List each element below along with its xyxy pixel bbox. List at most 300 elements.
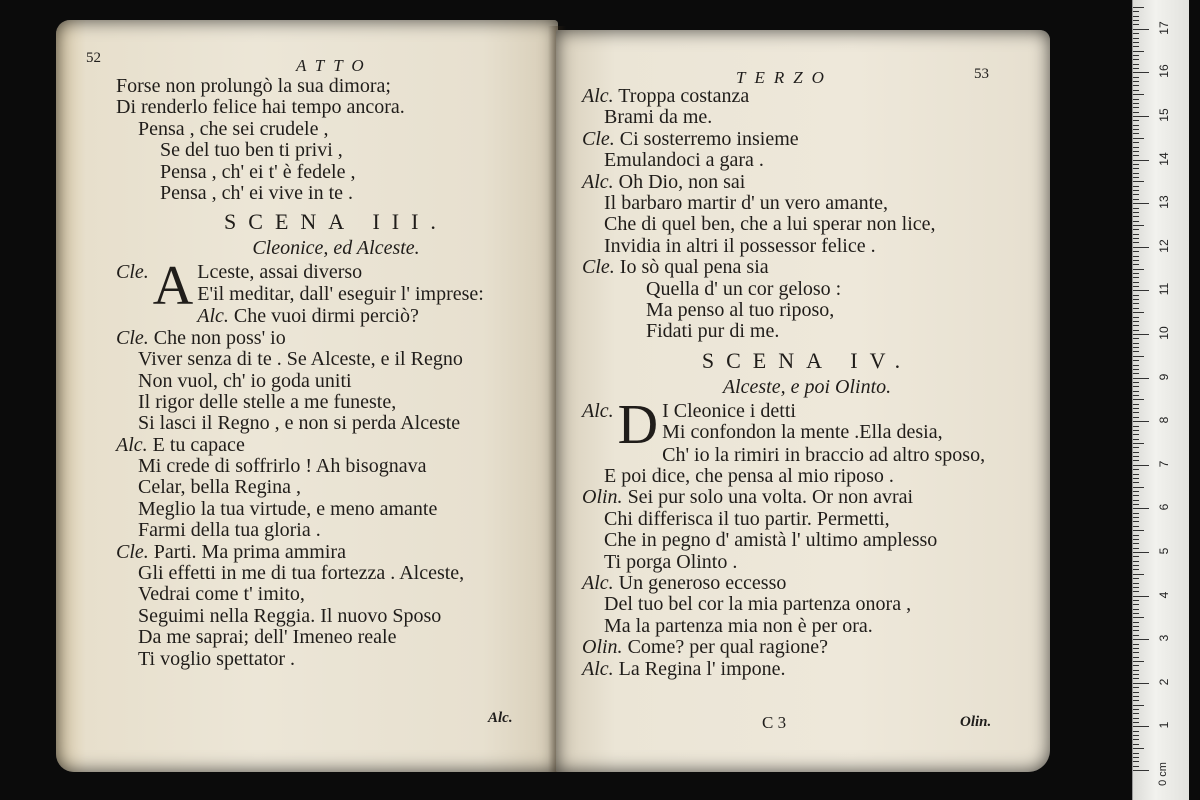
verse-line (582, 107, 1032, 128)
verse-line (116, 328, 556, 349)
speaker-label: Alc. (582, 572, 614, 595)
ruler-tick (1133, 661, 1144, 662)
verse-text: Seguimi nella Reggia. Il nuovo Sposo (138, 604, 442, 627)
ruler-tick (1133, 208, 1139, 209)
ruler-tick (1133, 709, 1139, 710)
verse-text: Emulandoci a gara . (604, 149, 764, 172)
ruler-tick (1133, 574, 1144, 575)
speaker-label: Alc. (116, 433, 148, 456)
ruler-tick (1133, 504, 1139, 505)
verse-text: Da me saprai; dell' Imeneo reale (138, 626, 397, 649)
ruler-tick (1133, 247, 1149, 248)
ruler-tick (1133, 718, 1139, 719)
ruler-tick (1133, 766, 1139, 767)
verse-line (582, 552, 1032, 573)
ruler-number: 17 (1157, 21, 1171, 35)
ruler-tick (1133, 16, 1139, 17)
ruler-tick (1133, 190, 1139, 191)
ruler-tick (1133, 692, 1139, 693)
verse-text: Pensa , che sei crudele , (138, 117, 329, 140)
drop-capital: A (152, 255, 194, 318)
ruler-tick (1133, 347, 1139, 348)
ruler-number: 4 (1157, 591, 1171, 598)
ruler-tick (1133, 391, 1139, 392)
speaker-label: Alc. (582, 170, 614, 193)
verse-text: Se del tuo ben ti privi , (160, 139, 343, 162)
speaker-label: Olin. (582, 486, 623, 509)
verse-line (582, 321, 1032, 342)
ruler-number: 12 (1157, 239, 1171, 253)
ruler-tick (1133, 722, 1139, 723)
ruler-tick (1133, 382, 1139, 383)
ruler-tick (1133, 338, 1139, 339)
ruler-tick (1133, 133, 1139, 134)
ruler-tick (1133, 748, 1144, 749)
verse-text: Lceste, assai diverso (197, 261, 363, 284)
verse-text: Mi confondon la mente .Ella desia, (662, 421, 943, 444)
verse-line (116, 649, 556, 670)
ruler-tick (1133, 373, 1139, 374)
verse-text: Ti voglio spettator . (138, 647, 296, 670)
ruler-tick (1133, 142, 1139, 143)
ruler-tick (1133, 55, 1139, 56)
ruler-tick (1133, 491, 1139, 492)
ruler-number: 8 (1157, 416, 1171, 424)
ruler-tick (1133, 120, 1139, 121)
verse-text: E'il meditar, dall' eseguir l' imprese: (197, 282, 484, 305)
ruler-tick (1133, 539, 1139, 540)
ruler-tick (1133, 452, 1139, 453)
ruler-tick (1133, 194, 1139, 195)
ruler-tick (1133, 513, 1139, 514)
ruler-tick (1133, 404, 1139, 405)
verse-line (582, 172, 1032, 193)
left-page-text (116, 76, 556, 670)
verse-line (582, 616, 1032, 637)
verse-text: E poi dice, che pensa al mio riposo . (604, 465, 894, 488)
left-running-head: ATTO (296, 56, 373, 75)
verse-line (582, 637, 1032, 658)
verse-line (116, 140, 556, 161)
verse-text: Chi differisca il tuo partir. Permetti, (604, 507, 890, 530)
verse-line (582, 509, 1032, 530)
ruler-tick (1133, 648, 1139, 649)
ruler-tick (1133, 51, 1144, 52)
ruler-tick (1133, 295, 1139, 296)
verse-text: Del tuo bel cor la mia partenza onora , (604, 593, 912, 616)
verse-text: Pensa , ch' ei vive in te . (160, 181, 353, 204)
ruler-number: 11 (1157, 283, 1171, 296)
verse-line (116, 349, 556, 370)
speaker-label: Alc. (582, 657, 614, 680)
ruler-tick (1133, 216, 1139, 217)
ruler-tick (1133, 696, 1139, 697)
ruler-tick (1133, 94, 1144, 95)
verse-text: Parti. Ma prima ammira (153, 540, 346, 563)
ruler-tick (1133, 72, 1149, 73)
verse-line (582, 193, 1032, 214)
ruler-tick (1133, 474, 1139, 475)
ruler-tick (1133, 535, 1139, 536)
ruler-tick (1133, 395, 1139, 396)
speaker-label: Cle. (582, 127, 615, 150)
ruler-tick (1133, 635, 1139, 636)
ruler-tick (1133, 421, 1149, 422)
ruler-tick (1133, 38, 1139, 39)
verse-text: Ch' io la rimiri in braccio ad altro sposo, (662, 443, 986, 466)
ruler-tick (1133, 626, 1139, 627)
ruler-tick (1133, 107, 1139, 108)
ruler-tick (1133, 378, 1149, 379)
drop-capital: D (617, 393, 659, 456)
ruler-number: 14 (1157, 151, 1171, 166)
ruler-tick (1133, 744, 1139, 745)
verse-line (116, 413, 556, 434)
verse-line (582, 236, 1032, 257)
ruler-tick (1133, 517, 1139, 518)
speaker-label: Cle. (582, 256, 615, 279)
verse-text: Di renderlo felice hai tempo ancora. (116, 96, 405, 119)
ruler-number: 16 (1157, 64, 1171, 79)
ruler-tick (1133, 609, 1139, 610)
ruler-tick (1133, 360, 1139, 361)
ruler-tick (1133, 155, 1139, 156)
ruler-tick (1133, 700, 1139, 701)
verse-line (116, 584, 556, 605)
ruler-tick (1133, 7, 1144, 8)
speaker-label: Cle. (116, 261, 149, 284)
ruler-tick (1133, 739, 1139, 740)
ruler-tick (1133, 77, 1139, 78)
verse-text: Ma penso al tuo riposo, (646, 298, 835, 321)
ruler-tick (1133, 408, 1139, 409)
verse-text: Farmi della tua gloria . (138, 519, 321, 542)
verse-line (116, 371, 556, 392)
verse-text: Che non poss' io (153, 326, 286, 349)
right-page-number: 53 (974, 66, 989, 82)
ruler-tick (1133, 325, 1139, 326)
verse-text: Ti porga Olinto . (604, 550, 738, 573)
ruler-tick (1133, 430, 1139, 431)
ruler-tick (1133, 181, 1144, 182)
ruler-tick (1133, 147, 1139, 148)
ruler-tick (1133, 369, 1139, 370)
verse-text: Che di quel ben, che a lui sperar non lice, (604, 213, 936, 236)
verse-text: Che vuoi dirmi perciò? (233, 305, 419, 328)
ruler-tick (1133, 225, 1144, 226)
ruler-tick (1133, 443, 1144, 444)
ruler-tick (1133, 552, 1149, 553)
ruler-tick (1133, 68, 1139, 69)
left-page-number: 52 (86, 50, 101, 66)
verse-line (116, 563, 556, 584)
verse-text: Gli effetti in me di tua fortezza . Alceste, (138, 562, 465, 585)
ruler-tick (1133, 256, 1139, 257)
ruler-tick (1133, 543, 1139, 544)
verse-text: Quella d' un cor geloso : (646, 277, 842, 300)
ruler-tick (1133, 277, 1139, 278)
verse-line (582, 594, 1032, 615)
verse-line (116, 520, 556, 541)
speaker-label: Alc. (197, 305, 229, 328)
ruler-tick (1133, 460, 1139, 461)
ruler-number: 5 (1157, 547, 1171, 555)
verse-text: Vedrai come t' imito, (138, 583, 305, 606)
verse-line (582, 214, 1032, 235)
ruler-tick (1133, 439, 1139, 440)
ruler-tick (1133, 251, 1139, 252)
speaker-label: Alc. (582, 399, 614, 422)
ruler-tick (1133, 151, 1139, 152)
verse-text: Oh Dio, non sai (618, 170, 746, 193)
speaker-label: Cle. (116, 540, 149, 563)
ruler-tick (1133, 687, 1139, 688)
scene-heading: SCENA III. (224, 209, 448, 235)
ruler-tick (1133, 521, 1139, 522)
verse-line (582, 150, 1032, 171)
verse-line (582, 129, 1032, 150)
ruler-tick (1133, 639, 1149, 640)
ruler-tick (1133, 260, 1139, 261)
ruler-number: 10 (1157, 326, 1171, 340)
ruler-tick (1133, 434, 1139, 435)
verse-text: Mi crede di soffrirlo ! Ah bisognava (138, 455, 427, 478)
ruler-tick (1133, 644, 1139, 645)
ruler-tick (1133, 290, 1149, 291)
ruler-tick (1133, 500, 1139, 501)
ruler-tick (1133, 186, 1139, 187)
ruler-tick (1133, 99, 1139, 100)
ruler-tick (1133, 713, 1139, 714)
ruler-tick (1133, 678, 1139, 679)
ruler-tick (1133, 59, 1139, 60)
verse-text: Troppa costanza (618, 85, 750, 107)
ruler-tick (1133, 103, 1139, 104)
ruler-tick (1133, 487, 1144, 488)
verse-line (582, 279, 1032, 300)
ruler-tick (1133, 726, 1149, 727)
verse-line (116, 627, 556, 648)
verse-text: Come? per qual ragione? (627, 636, 829, 659)
ruler-tick (1133, 351, 1139, 352)
verse-text: Fidati pur di me. (646, 320, 780, 343)
ruler-number: 1 (1157, 722, 1171, 729)
verse-text: La Regina l' impone. (618, 657, 786, 680)
left-catchword: Alc. (488, 710, 513, 726)
verse-text: I Cleonice i detti (662, 399, 796, 422)
ruler-tick (1133, 600, 1139, 601)
right-page-text (582, 86, 1032, 680)
ruler-tick (1133, 356, 1144, 357)
ruler-tick (1133, 770, 1149, 771)
ruler-tick (1133, 465, 1149, 466)
ruler-tick (1133, 530, 1144, 531)
ruler-tick (1133, 617, 1144, 618)
ruler-unit-label: 0 cm (1156, 762, 1169, 786)
ruler-tick (1133, 630, 1139, 631)
scene-cast: Alceste, e poi Olinto. (722, 375, 892, 398)
verse-line (582, 466, 1032, 487)
ruler-tick (1133, 282, 1139, 283)
verse-text: Celar, bella Regina , (138, 476, 302, 499)
ruler-tick (1133, 757, 1139, 758)
right-running-head: TERZO (736, 68, 833, 87)
ruler-tick (1133, 469, 1139, 470)
verse-line (116, 392, 556, 413)
ruler-tick (1133, 561, 1139, 562)
verse-text: E tu capace (152, 433, 245, 456)
verse-line (116, 435, 556, 456)
ruler-tick (1133, 622, 1139, 623)
ruler-tick (1133, 317, 1139, 318)
ruler-tick (1133, 29, 1149, 30)
verse-text: Brami da me. (604, 106, 713, 129)
verse-line (116, 499, 556, 520)
ruler-number: 15 (1157, 108, 1171, 122)
ruler-tick (1133, 173, 1139, 174)
verse-text: Sei pur solo una volta. Or non avrai (627, 486, 914, 509)
ruler-tick (1133, 365, 1139, 366)
ruler-tick (1133, 417, 1139, 418)
ruler-tick (1133, 652, 1139, 653)
ruler-tick (1133, 212, 1139, 213)
ruler-tick (1133, 234, 1139, 235)
measuring-ruler (1132, 0, 1189, 800)
ruler-tick (1133, 556, 1139, 557)
ruler-tick (1133, 168, 1139, 169)
ruler-tick (1133, 129, 1139, 130)
ruler-tick (1133, 312, 1144, 313)
ruler-number: 2 (1157, 678, 1171, 686)
ruler-tick (1133, 20, 1139, 21)
ruler-number: 6 (1157, 504, 1171, 511)
ruler-tick (1133, 164, 1139, 165)
speaker-label: Olin. (582, 636, 623, 659)
right-signature: C 3 (762, 713, 787, 732)
verse-line (116, 97, 556, 118)
ruler-tick (1133, 116, 1149, 117)
ruler-tick (1133, 657, 1139, 658)
ruler-tick (1133, 591, 1139, 592)
verse-text: Ma la partenza mia non è per ora. (604, 614, 873, 637)
ruler-tick (1133, 447, 1139, 448)
verse-line (116, 119, 556, 140)
ruler-tick (1133, 199, 1139, 200)
ruler-tick (1133, 81, 1139, 82)
verse-text: Il rigor delle stelle a me funeste, (138, 390, 397, 413)
ruler-tick (1133, 160, 1149, 161)
verse-line (116, 76, 556, 97)
ruler-tick (1133, 508, 1149, 509)
ruler-tick (1133, 565, 1139, 566)
ruler-tick (1133, 495, 1139, 496)
ruler-tick (1133, 587, 1139, 588)
ruler-tick (1133, 683, 1149, 684)
ruler-tick (1133, 665, 1139, 666)
ruler-tick (1133, 753, 1139, 754)
ruler-tick (1133, 578, 1139, 579)
speaker-label: Cle. (116, 326, 149, 349)
ruler-tick (1133, 674, 1139, 675)
verse-text: Che in pegno d' amistà l' ultimo amplesso (604, 529, 938, 552)
ruler-tick (1133, 321, 1139, 322)
ruler-tick (1133, 330, 1139, 331)
ruler-tick (1133, 731, 1139, 732)
ruler-tick (1133, 583, 1139, 584)
ruler-tick (1133, 705, 1144, 706)
verse-text: Viver senza di te . Se Alceste, e il Regno (138, 348, 463, 371)
ruler-tick (1133, 46, 1139, 47)
ruler-number: 3 (1157, 634, 1171, 642)
ruler-tick (1133, 426, 1139, 427)
ruler-tick (1133, 269, 1144, 270)
left-page (56, 20, 558, 772)
verse-line (582, 487, 1032, 508)
ruler-tick (1133, 33, 1139, 34)
ruler-number: 13 (1157, 195, 1171, 209)
verse-text: Ci sosterremo insieme (619, 127, 799, 150)
verse-text: Invidia in altri il possessor felice . (604, 234, 876, 257)
ruler-tick (1133, 242, 1139, 243)
verse-text: Forse non prolungò la sua dimora; (116, 75, 391, 97)
ruler-tick (1133, 303, 1139, 304)
verse-line (582, 257, 1032, 278)
ruler-tick (1133, 670, 1139, 671)
right-catchword: Olin. (960, 714, 992, 730)
ruler-tick (1133, 229, 1139, 230)
right-page (556, 30, 1050, 772)
ruler-tick (1133, 64, 1139, 65)
ruler-tick (1133, 24, 1139, 25)
ruler-tick (1133, 412, 1139, 413)
ruler-tick (1133, 604, 1139, 605)
verse-text: Il barbaro martir d' un vero amante, (604, 191, 889, 214)
ruler-tick (1133, 85, 1139, 86)
verse-text: Pensa , ch' ei t' è fedele , (160, 160, 356, 183)
ruler-number: 7 (1157, 460, 1171, 468)
ruler-tick (1133, 221, 1139, 222)
scene-heading: SCENA IV. (701, 347, 913, 373)
ruler-tick (1133, 138, 1144, 139)
ruler-tick (1133, 264, 1139, 265)
ruler-tick (1133, 42, 1139, 43)
ruler-tick (1133, 286, 1139, 287)
ruler-tick (1133, 482, 1139, 483)
verse-line (116, 477, 556, 498)
verse-text: Meglio la tua virtude, e meno amante (138, 497, 438, 520)
ruler-tick (1133, 203, 1149, 204)
ruler-tick (1133, 386, 1139, 387)
ruler-tick (1133, 299, 1139, 300)
ruler-tick (1133, 343, 1139, 344)
scene-cast: Cleonice, ed Alceste. (252, 237, 420, 260)
ruler-number: 9 (1157, 373, 1171, 380)
verse-line (116, 183, 556, 204)
verse-text: Si lasci il Regno , e non si perda Alceste (138, 412, 461, 435)
ruler-tick (1133, 334, 1149, 335)
verse-line (582, 530, 1032, 551)
verse-text: Io sò qual pena sia (619, 256, 769, 279)
verse-line (582, 659, 1032, 680)
ruler-tick (1133, 596, 1149, 597)
verse-text: Un generoso eccesso (618, 572, 787, 595)
ruler-tick (1133, 177, 1139, 178)
verse-line (116, 606, 556, 627)
ruler-tick (1133, 238, 1139, 239)
ruler-tick (1133, 613, 1139, 614)
ruler-tick (1133, 478, 1139, 479)
ruler-tick (1133, 11, 1139, 12)
